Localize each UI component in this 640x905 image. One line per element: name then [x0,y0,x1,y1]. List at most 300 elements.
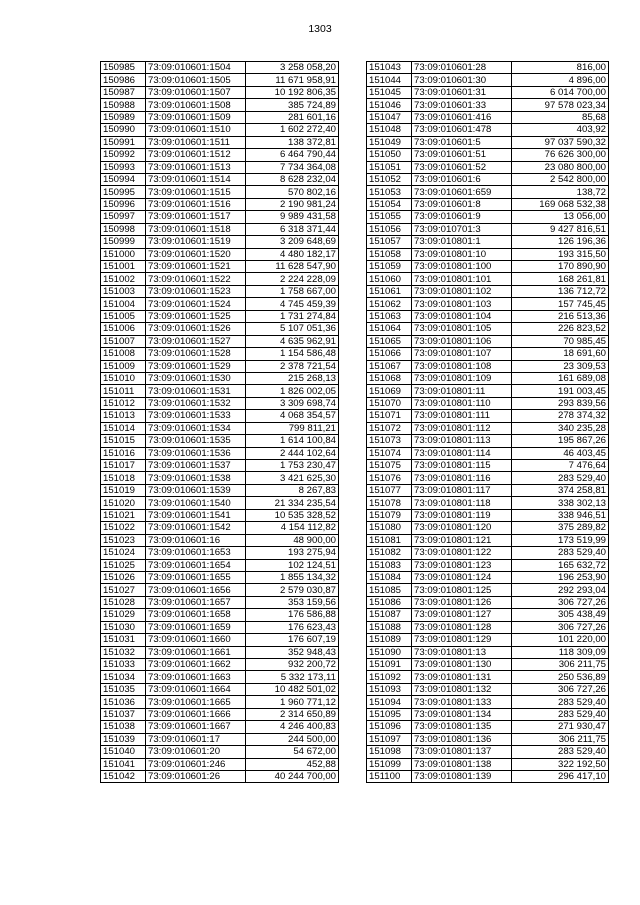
row-number-cell: 151052 [367,173,412,185]
value-cell: 97 037 590,32 [512,136,609,148]
left-table-body [101,62,339,783]
cadastral-number-cell: 73:09:010801:117 [412,484,512,496]
row-number-cell: 151021 [101,509,146,521]
table-row [367,497,609,509]
value-cell: 48 900,00 [246,534,339,546]
value-cell: 76 626 300,00 [512,149,609,161]
cadastral-number-cell: 73:09:010601:1666 [146,708,246,720]
table-row [101,596,339,608]
row-number-cell: 151023 [101,534,146,546]
table-row [101,124,339,136]
cadastral-number-cell: 73:09:010601:8 [412,198,512,210]
value-cell: 3 258 058,20 [246,62,339,74]
value-cell: 2 190 981,24 [246,198,339,210]
value-cell: 4 154 112,82 [246,522,339,534]
row-number-cell: 151044 [367,74,412,86]
value-cell: 1 614 100,84 [246,435,339,447]
table-row [101,62,339,74]
row-number-cell: 151077 [367,484,412,496]
row-number-cell: 151040 [101,746,146,758]
table-row [367,360,609,372]
cadastral-number-cell: 73:09:010801:137 [412,746,512,758]
row-number-cell: 151006 [101,323,146,335]
cadastral-number-cell: 73:09:010601:51 [412,149,512,161]
row-number-cell: 150999 [101,236,146,248]
value-cell: 2 378 721,54 [246,360,339,372]
table-row [367,198,609,210]
table-row [367,596,609,608]
value-cell: 196 253,90 [512,571,609,583]
value-cell: 283 529,40 [512,708,609,720]
cadastral-number-cell: 73:09:010801:111 [412,410,512,422]
value-cell: 13 056,00 [512,211,609,223]
row-number-cell: 151048 [367,124,412,136]
row-number-cell: 151098 [367,746,412,758]
table-row [367,721,609,733]
value-cell: 2 314 650,89 [246,708,339,720]
table-row [367,323,609,335]
value-cell: 283 529,40 [512,547,609,559]
cadastral-number-cell: 73:09:010601:1507 [146,86,246,98]
table-row [367,372,609,384]
cadastral-number-cell: 73:09:010801:122 [412,547,512,559]
row-number-cell: 151025 [101,559,146,571]
value-cell: 161 689,08 [512,372,609,384]
table-row [367,484,609,496]
cadastral-number-cell: 73:09:010601:1504 [146,62,246,74]
value-cell: 10 192 806,35 [246,86,339,98]
table-row [101,136,339,148]
value-cell: 6 464 790,44 [246,149,339,161]
row-number-cell: 151030 [101,621,146,633]
row-number-cell: 151005 [101,310,146,322]
table-row [101,236,339,248]
value-cell: 292 293,04 [512,584,609,596]
value-cell: 4 480 182,17 [246,248,339,260]
cadastral-number-cell: 73:09:010601:1667 [146,721,246,733]
cadastral-number-cell: 73:09:010801:115 [412,460,512,472]
row-number-cell: 151082 [367,547,412,559]
value-cell: 173 519,99 [512,534,609,546]
row-number-cell: 151051 [367,161,412,173]
table-row [101,609,339,621]
value-cell: 306 727,26 [512,621,609,633]
table-row [367,173,609,185]
table-row [101,708,339,720]
value-cell: 306 211,75 [512,659,609,671]
left-cadastral-table [100,61,339,783]
table-row [367,223,609,235]
cadastral-number-cell: 73:09:010801:118 [412,497,512,509]
row-number-cell: 151060 [367,273,412,285]
cadastral-number-cell: 73:09:010601:1510 [146,124,246,136]
row-number-cell: 150996 [101,198,146,210]
value-cell: 193 275,94 [246,547,339,559]
value-cell: 101 220,00 [512,634,609,646]
table-row [101,659,339,671]
row-number-cell: 151032 [101,646,146,658]
value-cell: 2 579 030,87 [246,584,339,596]
table-row [367,646,609,658]
row-number-cell: 151068 [367,372,412,384]
row-number-cell: 151031 [101,634,146,646]
value-cell: 18 691,60 [512,348,609,360]
table-row [367,547,609,559]
row-number-cell: 151046 [367,99,412,111]
row-number-cell: 151045 [367,86,412,98]
value-cell: 799 811,21 [246,422,339,434]
row-number-cell: 151087 [367,609,412,621]
cadastral-number-cell: 73:09:010601:26 [146,770,246,782]
value-cell: 138 372,81 [246,136,339,148]
row-number-cell: 151067 [367,360,412,372]
value-cell: 97 578 023,34 [512,99,609,111]
row-number-cell: 151054 [367,198,412,210]
row-number-cell: 151075 [367,460,412,472]
table-row [367,584,609,596]
table-row [101,410,339,422]
value-cell: 283 529,40 [512,696,609,708]
table-row [101,621,339,633]
cadastral-number-cell: 73:09:010601:1663 [146,671,246,683]
table-row [101,273,339,285]
cadastral-number-cell: 73:09:010701:3 [412,223,512,235]
row-number-cell: 151041 [101,758,146,770]
table-row [101,173,339,185]
row-number-cell: 151063 [367,310,412,322]
cadastral-number-cell: 73:09:010601:30 [412,74,512,86]
cadastral-number-cell: 73:09:010601:1526 [146,323,246,335]
row-number-cell: 151085 [367,584,412,596]
cadastral-number-cell: 73:09:010601:1514 [146,173,246,185]
row-number-cell: 151071 [367,410,412,422]
table-row [367,74,609,86]
row-number-cell: 151035 [101,683,146,695]
cadastral-number-cell: 73:09:010601:1539 [146,484,246,496]
cadastral-number-cell: 73:09:010601:1661 [146,646,246,658]
cadastral-number-cell: 73:09:010601:1522 [146,273,246,285]
row-number-cell: 151090 [367,646,412,658]
row-number-cell: 151008 [101,348,146,360]
cadastral-number-cell: 73:09:010801:100 [412,261,512,273]
row-number-cell: 151012 [101,397,146,409]
table-row [101,348,339,360]
cadastral-number-cell: 73:09:010601:1515 [146,186,246,198]
row-number-cell: 150988 [101,99,146,111]
cadastral-number-cell: 73:09:010801:106 [412,335,512,347]
table-row [367,708,609,720]
table-row [367,161,609,173]
value-cell: 1 731 274,84 [246,310,339,322]
value-cell: 3 309 698,74 [246,397,339,409]
cadastral-number-cell: 73:09:010601:1534 [146,422,246,434]
value-cell: 6 318 371,44 [246,223,339,235]
row-number-cell: 151026 [101,571,146,583]
cadastral-number-cell: 73:09:010601:1527 [146,335,246,347]
cadastral-number-cell: 73:09:010601:1519 [146,236,246,248]
value-cell: 250 536,89 [512,671,609,683]
value-cell: 375 289,82 [512,522,609,534]
table-row [101,149,339,161]
row-number-cell: 151049 [367,136,412,148]
value-cell: 932 200,72 [246,659,339,671]
page-number: 1303 [308,23,332,35]
table-row [101,497,339,509]
value-cell: 195 867,26 [512,435,609,447]
row-number-cell: 151003 [101,285,146,297]
row-number-cell: 151047 [367,111,412,123]
row-number-cell: 151100 [367,770,412,782]
value-cell: 193 315,50 [512,248,609,260]
cadastral-number-cell: 73:09:010801:125 [412,584,512,596]
table-row [101,547,339,559]
row-number-cell: 151096 [367,721,412,733]
table-row [101,447,339,459]
value-cell: 352 948,43 [246,646,339,658]
value-cell: 8 628 232,04 [246,173,339,185]
table-row [367,609,609,621]
cadastral-number-cell: 73:09:010801:105 [412,323,512,335]
value-cell: 293 839,56 [512,397,609,409]
value-cell: 1 602 272,40 [246,124,339,136]
table-row [101,161,339,173]
row-number-cell: 151058 [367,248,412,260]
value-cell: 8 267,83 [246,484,339,496]
row-number-cell: 151038 [101,721,146,733]
table-row [101,435,339,447]
cadastral-number-cell: 73:09:010601:1511 [146,136,246,148]
table-row [367,99,609,111]
value-cell: 1 960 771,12 [246,696,339,708]
cadastral-number-cell: 73:09:010801:131 [412,671,512,683]
table-row [101,571,339,583]
table-row [101,559,339,571]
cadastral-number-cell: 73:09:010801:1 [412,236,512,248]
value-cell: 21 334 235,54 [246,497,339,509]
cadastral-number-cell: 73:09:010601:1655 [146,571,246,583]
table-row [367,236,609,248]
table-row [101,758,339,770]
row-number-cell: 151066 [367,348,412,360]
row-number-cell: 151078 [367,497,412,509]
row-number-cell: 151084 [367,571,412,583]
value-cell: 2 542 800,00 [512,173,609,185]
value-cell: 244 500,00 [246,733,339,745]
row-number-cell: 151065 [367,335,412,347]
cadastral-number-cell: 73:09:010601:1538 [146,472,246,484]
cadastral-number-cell: 73:09:010801:139 [412,770,512,782]
row-number-cell: 151013 [101,410,146,422]
table-row [101,298,339,310]
row-number-cell: 151039 [101,733,146,745]
value-cell: 283 529,40 [512,472,609,484]
value-cell: 165 632,72 [512,559,609,571]
row-number-cell: 150985 [101,62,146,74]
cadastral-number-cell: 73:09:010601:1505 [146,74,246,86]
value-cell: 11 671 958,91 [246,74,339,86]
row-number-cell: 151034 [101,671,146,683]
table-row [101,460,339,472]
value-cell: 157 745,45 [512,298,609,310]
row-number-cell: 151064 [367,323,412,335]
cadastral-number-cell: 73:09:010601:1537 [146,460,246,472]
row-number-cell: 151094 [367,696,412,708]
value-cell: 322 192,50 [512,758,609,770]
table-row [101,310,339,322]
cadastral-number-cell: 73:09:010601:1541 [146,509,246,521]
cadastral-number-cell: 73:09:010601:1516 [146,198,246,210]
cadastral-number-cell: 73:09:010801:128 [412,621,512,633]
value-cell: 46 403,45 [512,447,609,459]
table-row [101,534,339,546]
table-row [101,86,339,98]
row-number-cell: 151062 [367,298,412,310]
cadastral-number-cell: 73:09:010801:121 [412,534,512,546]
value-cell: 271 930,47 [512,721,609,733]
table-row [367,285,609,297]
row-number-cell: 151016 [101,447,146,459]
table-row [367,447,609,459]
cadastral-number-cell: 73:09:010601:52 [412,161,512,173]
cadastral-number-cell: 73:09:010601:6 [412,173,512,185]
table-row [101,198,339,210]
table-row [101,746,339,758]
value-cell: 126 196,36 [512,236,609,248]
value-cell: 1 758 667,00 [246,285,339,297]
cadastral-number-cell: 73:09:010601:1533 [146,410,246,422]
row-number-cell: 151043 [367,62,412,74]
table-row [367,733,609,745]
right-cadastral-table [366,61,609,783]
cadastral-number-cell: 73:09:010601:16 [146,534,246,546]
value-cell: 570 802,16 [246,186,339,198]
value-cell: 9 427 816,51 [512,223,609,235]
cadastral-number-cell: 73:09:010801:109 [412,372,512,384]
table-row [101,683,339,695]
value-cell: 176 586,88 [246,609,339,621]
cadastral-number-cell: 73:09:010601:1525 [146,310,246,322]
value-cell: 176 623,43 [246,621,339,633]
value-cell: 11 628 547,90 [246,261,339,273]
value-cell: 70 985,45 [512,335,609,347]
right-table-body [367,62,609,783]
table-row [367,659,609,671]
table-row [367,746,609,758]
value-cell: 306 211,75 [512,733,609,745]
table-row [367,758,609,770]
table-row [367,298,609,310]
value-cell: 23 309,53 [512,360,609,372]
value-cell: 10 535 328,52 [246,509,339,521]
table-row [367,111,609,123]
value-cell: 215 268,13 [246,372,339,384]
cadastral-number-cell: 73:09:010601:1531 [146,385,246,397]
cadastral-number-cell: 73:09:010801:110 [412,397,512,409]
value-cell: 226 823,52 [512,323,609,335]
row-number-cell: 151069 [367,385,412,397]
table-row [367,86,609,98]
cadastral-number-cell: 73:09:010801:112 [412,422,512,434]
cadastral-number-cell: 73:09:010601:33 [412,99,512,111]
table-row [101,634,339,646]
cadastral-number-cell: 73:09:010601:1653 [146,547,246,559]
row-number-cell: 151019 [101,484,146,496]
value-cell: 118 309,09 [512,646,609,658]
cadastral-number-cell: 73:09:010601:1513 [146,161,246,173]
value-cell: 305 438,49 [512,609,609,621]
value-cell: 138,72 [512,186,609,198]
value-cell: 278 374,32 [512,410,609,422]
cadastral-number-cell: 73:09:010801:104 [412,310,512,322]
row-number-cell: 151099 [367,758,412,770]
cadastral-number-cell: 73:09:010601:1518 [146,223,246,235]
cadastral-number-cell: 73:09:010601:1509 [146,111,246,123]
table-row [367,534,609,546]
table-row [367,310,609,322]
cadastral-number-cell: 73:09:010601:1523 [146,285,246,297]
cadastral-number-cell: 73:09:010601:1520 [146,248,246,260]
cadastral-number-cell: 73:09:010801:126 [412,596,512,608]
value-cell: 3 209 648,69 [246,236,339,248]
table-row [101,509,339,521]
cadastral-number-cell: 73:09:010801:102 [412,285,512,297]
cadastral-number-cell: 73:09:010801:127 [412,609,512,621]
cadastral-number-cell: 73:09:010601:1517 [146,211,246,223]
cadastral-number-cell: 73:09:010601:1662 [146,659,246,671]
table-row [367,571,609,583]
table-row [101,285,339,297]
value-cell: 306 727,26 [512,596,609,608]
row-number-cell: 151074 [367,447,412,459]
cadastral-number-cell: 73:09:010801:134 [412,708,512,720]
row-number-cell: 151080 [367,522,412,534]
table-row [367,410,609,422]
cadastral-number-cell: 73:09:010601:31 [412,86,512,98]
row-number-cell: 151018 [101,472,146,484]
table-row [367,124,609,136]
table-row [367,273,609,285]
row-number-cell: 151011 [101,385,146,397]
table-row [367,522,609,534]
table-row [367,634,609,646]
row-number-cell: 151028 [101,596,146,608]
cadastral-number-cell: 73:09:010601:1654 [146,559,246,571]
row-number-cell: 150995 [101,186,146,198]
cadastral-number-cell: 73:09:010601:1529 [146,360,246,372]
cadastral-number-cell: 73:09:010801:124 [412,571,512,583]
cadastral-number-cell: 73:09:010601:20 [146,746,246,758]
value-cell: 306 727,26 [512,683,609,695]
cadastral-number-cell: 73:09:010801:135 [412,721,512,733]
value-cell: 338 302,13 [512,497,609,509]
table-row [367,186,609,198]
table-row [367,460,609,472]
row-number-cell: 151072 [367,422,412,434]
row-number-cell: 151079 [367,509,412,521]
table-row [367,696,609,708]
row-number-cell: 151086 [367,596,412,608]
cadastral-number-cell: 73:09:010801:129 [412,634,512,646]
value-cell: 9 989 431,58 [246,211,339,223]
row-number-cell: 150989 [101,111,146,123]
row-number-cell: 151050 [367,149,412,161]
row-number-cell: 150986 [101,74,146,86]
table-row [101,74,339,86]
table-row [101,248,339,260]
table-row [367,397,609,409]
value-cell: 176 607,19 [246,634,339,646]
table-row [367,509,609,521]
